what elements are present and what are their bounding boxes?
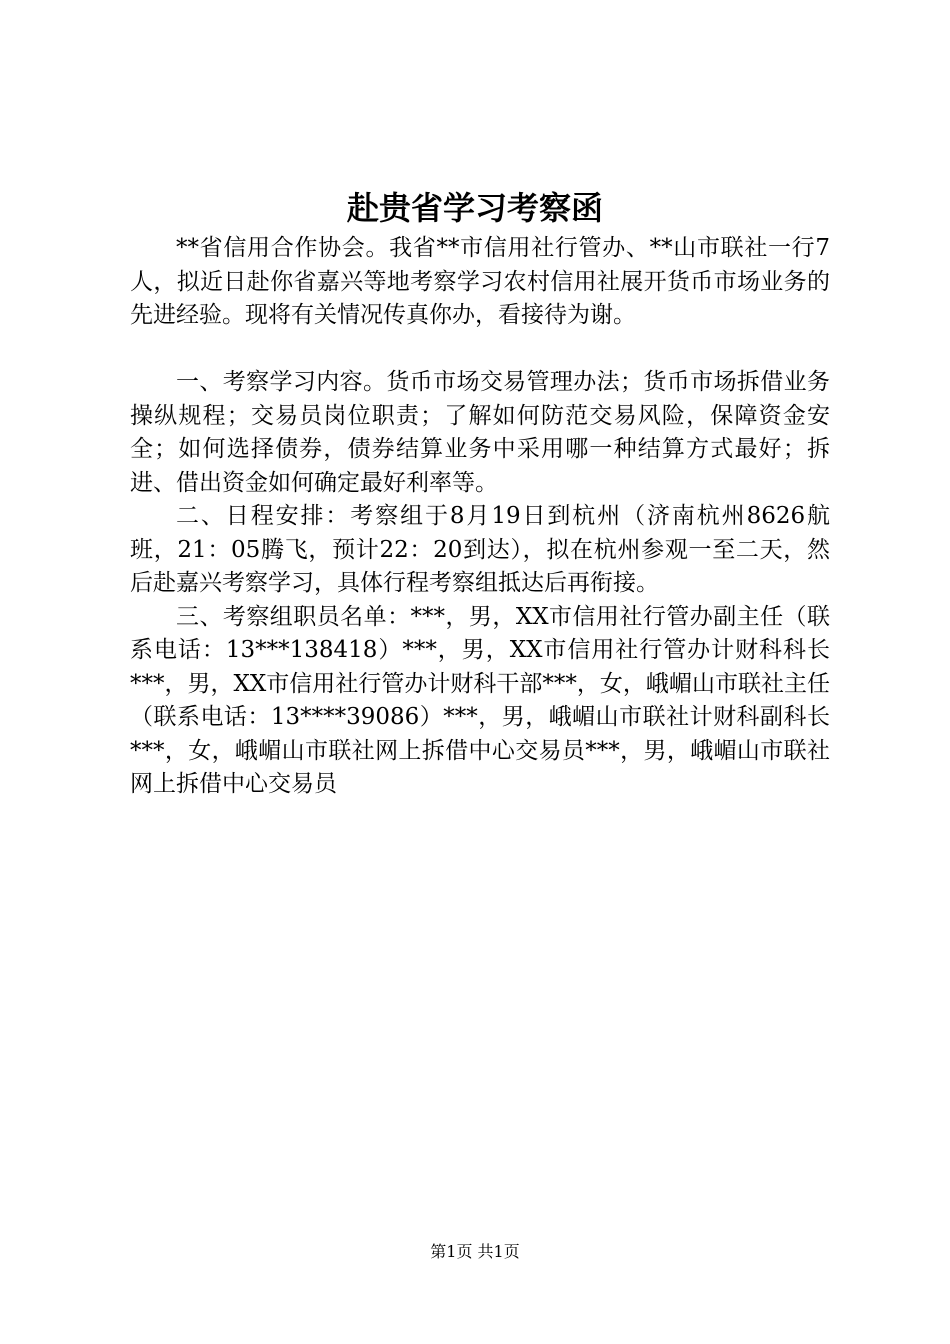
paragraph-spacer xyxy=(130,333,830,367)
page-footer: 第1页 共1页 xyxy=(430,1242,520,1261)
section-member-list: 三、考察组职员名单：***，男，XX市信用社行管办副主任（联系电话：13***138418）***，男，XX市信用社行管办计财科科长***，男，XX市信用社行管办计财科干部***，女，峨嵋山市联社主任（联系电话：13****39086）***，男，峨嵋山市联社计财科副科长***，女，峨嵋山市联社网上拆借中心交易员***，男，峨嵋山市联社网上拆借中心交易员 xyxy=(130,603,830,797)
section-study-content: 一、考察学习内容。货币市场交易管理办法；货币市场拆借业务操纵规程；交易员岗位职责；了解如何防范交易风险，保障资金安全；如何选择债券，债券结算业务中采用哪一种结算方式最好；拆进、借出资金如何确定最好利率等。 xyxy=(130,369,830,496)
section-schedule: 二、日程安排：考察组于8月19日到杭州（济南杭州8626航班，21：05腾飞，预计22：20到达），拟在杭州参观一至二天，然后赴嘉兴考察学习，具体行程考察组抵达后再衔接。 xyxy=(130,503,830,596)
intro-paragraph: **省信用合作协会。我省**市信用社行管办、**山市联社一行7人，拟近日赴你省嘉兴等地考察学习农村信用社展开货币市场业务的先进经验。现将有关情况传真你办，看接待为谢。 xyxy=(130,235,830,328)
document-title: 赴贵省学习考察函 xyxy=(346,189,603,227)
document-body xyxy=(130,232,830,802)
